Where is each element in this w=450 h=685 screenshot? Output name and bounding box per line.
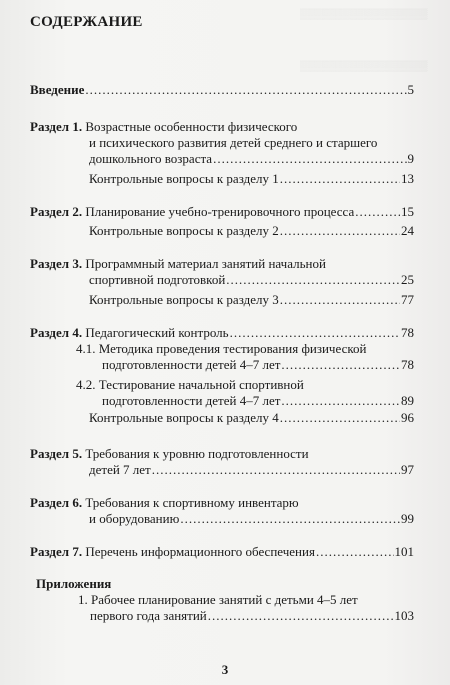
section-title-line: Возрастные особенности физического (85, 119, 298, 134)
toc-entry-label: и оборудованию (89, 511, 180, 526)
leader-dots (226, 272, 400, 288)
leader-dots (280, 171, 400, 187)
subsection-4-2-line-1: 4.2. Тестирование начальной спортивной (76, 377, 304, 392)
toc-entry-section-6 (89, 511, 414, 527)
section-title-line: Планирование учебно-тренировочного процесса (85, 204, 355, 219)
section-title-line: Требования к уровню подготовленности (85, 446, 309, 461)
toc-title: СОДЕРЖАНИЕ (30, 14, 143, 30)
toc-entry-questions-3 (89, 292, 414, 308)
toc-entry-questions-4 (89, 410, 414, 426)
appendix-heading: Приложения (36, 576, 112, 591)
section-heading: Раздел 6. (30, 495, 83, 510)
toc-page-ref: 97 (401, 462, 414, 477)
toc-page-ref: 103 (394, 608, 414, 623)
toc-entry-section-1 (89, 151, 414, 167)
show-through-text: ▒▒▒▒▒▒▒▒▒▒▒▒▒▒▒▒▒▒ (300, 61, 428, 72)
leader-dots (280, 292, 400, 308)
section-heading: Раздел 1. (30, 119, 83, 134)
toc-entry-label: Контрольные вопросы к разделу 2 (89, 223, 279, 238)
section-title-line: Педагогический контроль (85, 325, 229, 340)
toc-entry-label: первого года занятий (90, 608, 207, 623)
leader-dots (180, 511, 400, 527)
leader-dots (208, 608, 394, 624)
toc-page-ref: 78 (401, 357, 414, 372)
toc-entry-section-7 (30, 544, 414, 560)
toc-page-ref: 96 (401, 410, 414, 425)
toc-page-ref: 78 (401, 325, 414, 340)
toc-page-ref: 13 (401, 171, 414, 186)
leader-dots (152, 462, 400, 478)
toc-entry-label: детей 7 лет (89, 462, 151, 477)
leader-dots (230, 325, 400, 341)
toc-entry-label: спортивной подготовкой (89, 272, 226, 287)
toc-entry-section-4 (30, 325, 414, 341)
toc-page-ref: 5 (407, 82, 414, 97)
toc-entry-label: Контрольные вопросы к разделу 3 (89, 292, 279, 307)
section-6-line-1 (30, 495, 450, 511)
section-1-line-1 (30, 119, 450, 135)
toc-page-ref: 77 (401, 292, 414, 307)
toc-entry-subsection-4-2 (102, 393, 414, 409)
toc-entry-label: подготовленности детей 4–7 лет (102, 393, 281, 408)
toc-entry-label: дошкольного возраста (89, 151, 213, 166)
toc-entry-questions-2 (89, 223, 414, 239)
toc-page-ref: 99 (401, 511, 414, 526)
toc-entry-introduction (30, 82, 414, 98)
section-title-line: Требования к спортивному инвентарю (85, 495, 299, 510)
toc-entry-label: Контрольные вопросы к разделу 1 (89, 171, 279, 186)
leader-dots (281, 393, 400, 409)
toc-entry-questions-1 (89, 171, 414, 187)
toc-entry-label: Введение (30, 82, 85, 97)
section-title-line: Программный материал занятий начальной (85, 256, 326, 271)
toc-entry-section-2 (30, 204, 414, 220)
toc-page-ref: 25 (401, 272, 414, 287)
toc-entry-label: подготовленности детей 4–7 лет (102, 357, 281, 372)
section-heading: Раздел 5. (30, 446, 83, 461)
section-title-line: Перечень информационного обеспечения (85, 544, 315, 559)
section-heading: Раздел 2. (30, 204, 83, 219)
page-number: 3 (221, 662, 229, 677)
leader-dots (280, 410, 400, 426)
toc-page-ref: 9 (407, 151, 414, 166)
leader-dots (281, 357, 400, 373)
section-3-line-1 (30, 256, 450, 272)
leader-dots (85, 82, 406, 98)
toc-entry-subsection-4-1 (102, 357, 414, 373)
toc-entry-section-3 (89, 272, 414, 288)
section-heading: Раздел 3. (30, 256, 83, 271)
appendix-item-1-line-1: 1. Рабочее планирование занятий с детьми 4–5 лет (78, 592, 358, 607)
leader-dots (316, 544, 394, 560)
subsection-4-1-line-1: 4.1. Методика проведения тестирования физической (76, 341, 367, 356)
toc-entry-appendix-1 (90, 608, 414, 624)
section-5-line-1 (30, 446, 450, 462)
leader-dots (213, 151, 406, 167)
toc-page-ref: 24 (401, 223, 414, 238)
toc-entry-label: Контрольные вопросы к разделу 4 (89, 410, 279, 425)
toc-page-ref: 15 (401, 204, 414, 219)
section-heading: Раздел 7. (30, 544, 83, 559)
section-1-line-2: и психического развития детей среднего и старшего (89, 135, 378, 150)
toc-page-ref: 101 (394, 544, 414, 559)
show-through-text: ▒▒▒▒▒▒▒▒▒▒▒▒▒▒▒▒▒▒ (300, 9, 428, 20)
leader-dots (280, 223, 400, 239)
toc-entry-section-5 (89, 462, 414, 478)
toc-page-ref: 89 (401, 393, 414, 408)
section-heading: Раздел 4. (30, 325, 83, 340)
leader-dots (355, 204, 400, 220)
